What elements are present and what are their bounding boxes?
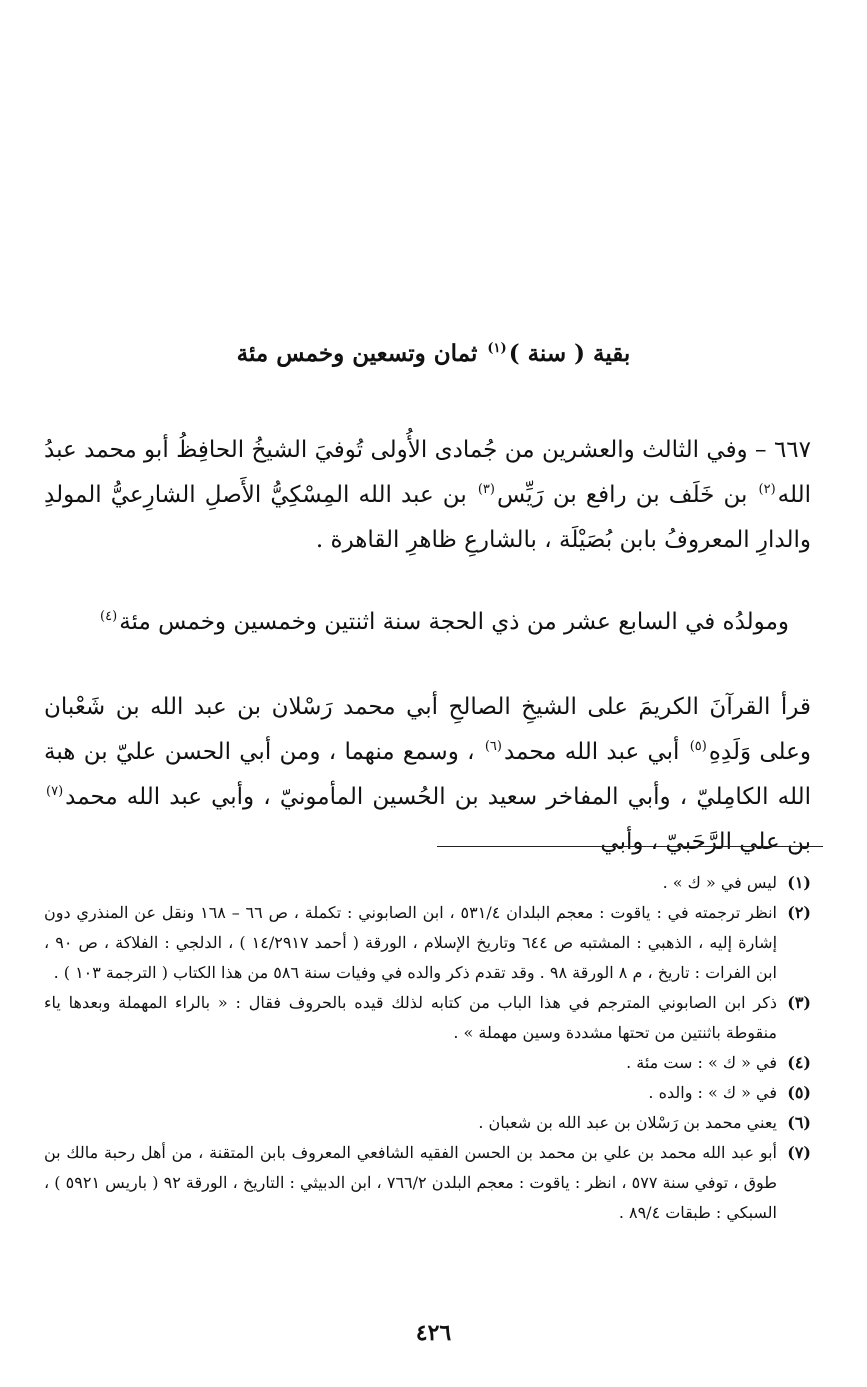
footnote: [44, 868, 811, 898]
footnote-ref-4: (٤): [100, 609, 118, 625]
birth-text: ومولدُه في السابع عشر من ذي الحجة سنة اثنتين وخمسين وخمس مئة: [119, 609, 789, 635]
footnote-ref-3: (٣): [477, 482, 495, 498]
footnote-ref-7: (٧): [46, 784, 64, 800]
footnote-ref-5: (٥): [689, 739, 707, 755]
heading-text-start: بقية ( سنة ): [508, 340, 631, 367]
footnote-text: في « ك » : ست مئة .: [626, 1053, 777, 1072]
study-text-3: ، وسمع منهما ، ومن أبي الحسن عليّ بن هبة الله الكامِليّ ، وأبي المفاخر سعيد بن الحُسين المأمونيّ ، وأبي عبد الله محمد: [44, 739, 811, 810]
footnote-ref-6: (٦): [484, 739, 502, 755]
study-text-2: أبي عبد الله محمد: [503, 739, 688, 765]
section-heading: [0, 336, 867, 372]
footnote: [44, 1048, 811, 1078]
footnote-number: (٦): [787, 1113, 811, 1132]
biography-entry-paragraph: [44, 428, 811, 563]
page-number: ٤٢٦: [415, 1320, 452, 1346]
footnote: [44, 1078, 811, 1108]
footnote-text: في « ك » : والده .: [648, 1083, 777, 1102]
footnote-number: (٥): [787, 1083, 811, 1102]
study-paragraph: [44, 685, 811, 865]
footnote-number: (٧): [787, 1143, 811, 1162]
footnote-text: يعني محمد بن رَسْلان بن عبد الله بن شعبان .: [478, 1113, 777, 1132]
footnote: [44, 1108, 811, 1138]
footnote-number: (٤): [787, 1053, 811, 1072]
footnote: [44, 1138, 811, 1228]
footnote-text: ليس في « ك » .: [662, 873, 777, 892]
footnote: [44, 898, 811, 988]
footnote-ref-2: (٢): [758, 482, 776, 498]
footnote-number: (٢): [787, 903, 811, 922]
footnote-divider: [437, 846, 823, 847]
footnote-ref-1: (١): [487, 341, 507, 357]
footnote-number: (٣): [787, 993, 811, 1012]
study-text-1: قرأ القرآنَ الكريمَ على الشيخِ الصالحِ أبي محمد رَسْلان بن عبد الله بن شَعْبان وعلى وَلَدِهِ: [44, 694, 812, 765]
entry-text-2: بن خَلَف بن رافع بن رَيِّس: [496, 482, 757, 508]
study-text-4: بن علي الرَّحَبيّ ، وأبي: [600, 829, 811, 855]
heading-text-end: ثمان وتسعين وخمس مئة: [236, 340, 486, 367]
entry-text-1: ٦٦٧ – وفي الثالث والعشرين من جُمادى الأُولى تُوفيَ الشيخُ الحافِظُ أبو محمد عبدُ الله: [44, 437, 811, 508]
entry-text-3: بن عبد الله المِسْكِيُّ الأَصلِ الشارِعيُّ المولدِ والدارِ المعروفُ بابن بُصَيْلَة ، بالشارعِ ظاهرِ القاهرة .: [44, 482, 811, 553]
footnote-text: ذكر ابن الصابوني المترجم في هذا الباب من كتابه لذلك قيده بالحروف فقال : « بالراء المهملة وبعدها ياء منقوطة باثنتين من تحتها مشددة وسين مهملة » .: [44, 993, 777, 1042]
footnote: [44, 988, 811, 1048]
birth-paragraph: [44, 600, 789, 645]
footnotes-section: [44, 868, 811, 1228]
footnote-text: أبو عبد الله محمد بن علي بن محمد بن الحسن الفقيه الشافعي المعروف بابن المتقنة ، من أهل رحبة مالك بن طوق ، توفي سنة ٥٧٧ ، انظر : ياقوت : معجم البلدن ٧٦٦/٢ ، ابن الدبيثي : التاريخ ، الورقة ٩٢ ( باريس ٥٩٢١ ) ، السبكي : طبقات ٨٩/٤ .: [44, 1143, 778, 1222]
footnote-number: (١): [787, 873, 811, 892]
footnote-text: انظر ترجمته في : ياقوت : معجم البلدان ٥٣١/٤ ، ابن الصابوني : تكملة ، ص ٦٦ – ١٦٨ ونقل عن المنذري دون إشارة إليه ، الذهبي : المشتبه ص ٦٤٤ وتاريخ الإسلام ، الورقة ( أحمد ١٤/٢٩١٧ ) ، الدلجي : الفلاكة ، ص ٩٠ ، ابن الفرات : تاريخ ، م ٨ الورقة ٩٨ . وقد تقدم ذكر والده في وفيات سنة ٥٨٦ من هذا الكتاب ( الترجمة ١٠٣ ) .: [44, 903, 778, 982]
